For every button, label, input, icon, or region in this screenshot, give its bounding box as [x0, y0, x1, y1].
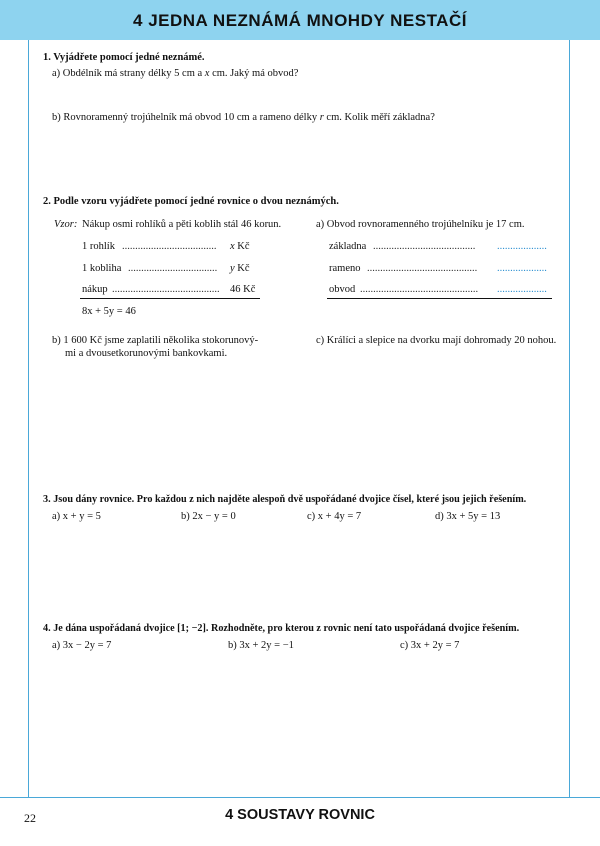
task2-c: c) Králíci a slepice na dvorku mají dohromady 20 nohou. [316, 335, 557, 346]
vzor-row-label: nákup [82, 284, 108, 295]
a-rule [327, 298, 552, 299]
a-row-label: základna [329, 241, 367, 252]
chapter-title: 4 SOUSTAVY ROVNIC [225, 807, 375, 823]
left-margin-line [28, 40, 29, 797]
task4-item-a: a) 3x − 2y = 7 [52, 640, 112, 651]
a-row-answer-blank: ................... [497, 241, 547, 252]
vzor-row-label: 1 kobliha [82, 263, 122, 274]
header-bar [0, 0, 600, 40]
task4-heading: 4. Je dána uspořádaná dvojice [1; −2]. Rozhodněte, pro kterou z rovnic není tato uspořádaná dvojice řešením. [43, 623, 520, 634]
a-row-dots: ............................................. [360, 284, 479, 295]
task2-b-line2: mi a dvousetkorunovými bankovkami. [65, 348, 228, 359]
task2-heading: 2. Podle vzoru vyjádřete pomocí jedné rovnice o dvou neznámých. [43, 196, 339, 207]
page-title: 4 JEDNA NEZNÁMÁ MNOHDY NESTAČÍ [133, 11, 467, 30]
vzor-row-dots: ......................................... [112, 284, 220, 295]
a-row-answer-blank: ................... [497, 284, 547, 295]
a-row-dots: ....................................... [373, 241, 476, 252]
vzor-label: Vzor: [54, 219, 78, 230]
task4-item-b: b) 3x + 2y = −1 [228, 640, 294, 651]
task1-heading: 1. Vyjádřete pomocí jedné neznámé. [43, 52, 205, 63]
task3-item-c: c) x + 4y = 7 [307, 511, 362, 522]
footer-divider [0, 797, 600, 798]
a-row-label: obvod [329, 284, 356, 295]
page-number: 22 [24, 811, 36, 825]
vzor-text: Nákup osmi rohlíků a pěti koblih stál 46 korun. [82, 219, 282, 230]
vzor-row-value: x Kč [230, 241, 250, 252]
vzor-row-value: 46 Kč [230, 284, 256, 295]
vzor-row-label: 1 rohlík [82, 241, 115, 252]
vzor-rule [80, 298, 260, 299]
task3-heading: 3. Jsou dány rovnice. Pro každou z nich najděte alespoň dvě uspořádané dvojice čísel, které jsou jejich řešením. [43, 494, 527, 505]
task1-a: a) Obdélník má strany délky 5 cm a x cm. Jaký má obvod? [52, 68, 299, 79]
task2-a: a) Obvod rovnoramenného trojúhelníku je 17 cm. [316, 219, 525, 230]
task3-item-a: a) x + y = 5 [52, 511, 101, 522]
a-row-dots: .......................................... [367, 263, 478, 274]
vzor-row-value: y Kč [230, 263, 250, 274]
vzor-row-dots: .................................. [128, 263, 218, 274]
vzor-row-dots: .................................... [122, 241, 217, 252]
task2-b-line1: b) 1 600 Kč jsme zaplatili několika stokorunový- [52, 335, 259, 346]
right-margin-line [569, 40, 570, 797]
task4-item-c: c) 3x + 2y = 7 [400, 640, 460, 651]
a-row-label: rameno [329, 263, 361, 274]
task3-item-b: b) 2x − y = 0 [181, 511, 236, 522]
task3-item-d: d) 3x + 5y = 13 [435, 511, 501, 522]
vzor-equation: 8x + 5y = 46 [82, 306, 136, 317]
task1-b: b) Rovnoramenný trojúhelník má obvod 10 cm a rameno délky r cm. Kolik měří základna? [52, 112, 435, 123]
a-row-answer-blank: ................... [497, 263, 547, 274]
